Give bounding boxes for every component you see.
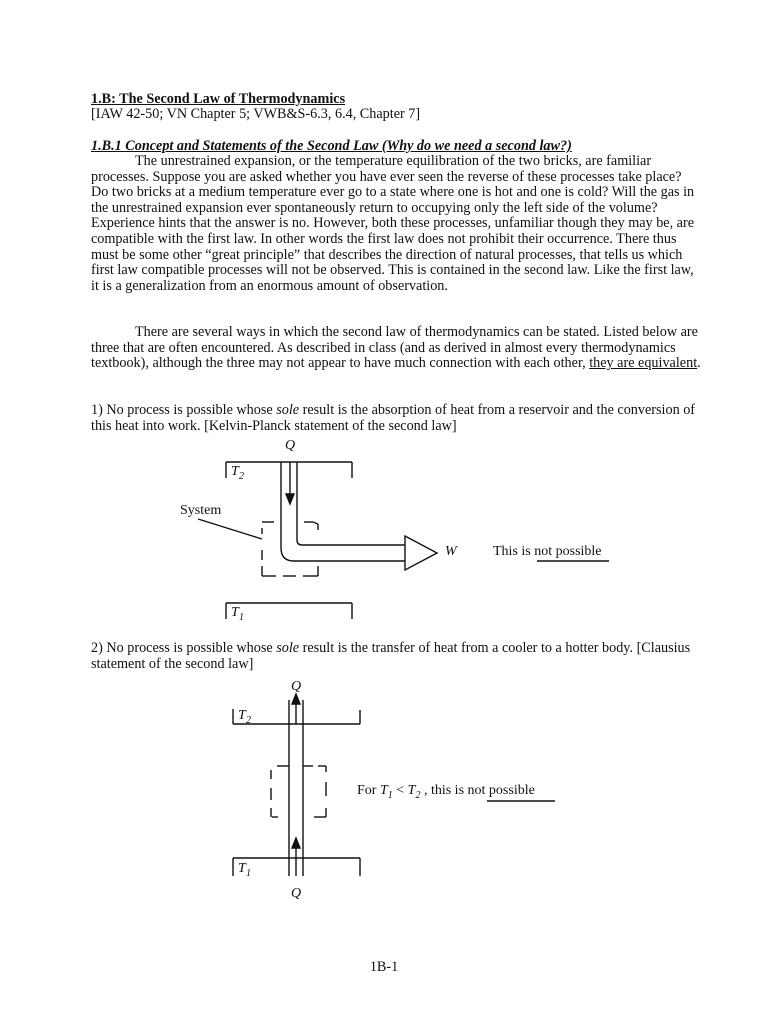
note-prefix: This is — [493, 544, 535, 559]
note-less-than: < — [392, 783, 408, 798]
q-label-top-2: Q — [291, 679, 302, 694]
equivalent-phrase: they are equivalent — [589, 355, 698, 372]
statement-text: 1) No process is possible whose — [91, 402, 277, 418]
statement-text-end: result is the absorption of heat from a reservoir and the conversion of this heat into work. [Kelvin-Planck statement of the second law] — [91, 402, 696, 434]
paragraph-statements-intro — [91, 325, 701, 372]
note-not-possible-2: not possible — [467, 783, 535, 798]
work-arrow-head — [405, 536, 437, 570]
q-label-top: Q — [285, 438, 296, 453]
clausius-statement — [91, 641, 701, 672]
page-number: 1B-1 — [369, 959, 399, 975]
q-up-arrow-head-top — [292, 694, 300, 704]
paragraph-text: There are several ways in which the second law of thermodynamics can be stated. Listed below are three that are often encountered. As described in class (and as derived in almost every thermodynamics textbook), although the three may not appear to have much connection with each other, — [91, 324, 698, 372]
note-t1-sub: 1 — [387, 790, 393, 801]
statement2-text: 2) No process is possible whose — [91, 640, 277, 656]
system-pointer-line — [198, 519, 262, 539]
statement-emphasis: sole — [276, 402, 300, 418]
system-label: System — [180, 503, 222, 518]
w-label: W — [445, 544, 457, 559]
t1b-label: T — [238, 861, 246, 876]
note-t2-sub: 2 — [415, 790, 421, 801]
t1-subscript: 1 — [239, 612, 244, 623]
section-title: 1.B.1 Concept and Statements of the Second Law (Why do we need a second law?) — [91, 138, 572, 154]
chapter-references: [IAW 42-50; VN Chapter 5; VWB&S-6.3, 6.4, Chapter 7] — [91, 106, 421, 122]
note-t2: T — [407, 783, 416, 798]
paragraph-end: . — [697, 355, 701, 372]
system-boundary-corner — [313, 522, 318, 524]
not-possible-note-1 — [493, 544, 602, 559]
q-up-arrow-head-bottom — [292, 838, 300, 848]
t2b-label: T — [238, 708, 246, 723]
clausius-note — [357, 783, 535, 801]
q-label-bottom: Q — [291, 886, 302, 901]
t1b-subscript: 1 — [246, 868, 251, 879]
q-arrow-head — [286, 494, 294, 504]
statement2-emphasis: sole — [276, 640, 300, 656]
t2b-subscript: 2 — [246, 715, 251, 726]
note-not-possible: not possible — [534, 544, 602, 559]
t2-subscript: 2 — [239, 471, 244, 482]
statement2-text-end: result is the transfer of heat from a cooler to a hotter body. [Clausius statement of the second law] — [91, 640, 691, 672]
note-mid: , this is — [420, 783, 468, 798]
work-path-outer — [281, 462, 405, 561]
t1-label: T — [231, 605, 239, 620]
kelvin-planck-statement — [91, 403, 701, 434]
note-t1: T — [379, 783, 388, 798]
note-for: For — [357, 783, 380, 798]
chapter-title: 1.B: The Second Law of Thermodynamics — [91, 91, 346, 107]
paragraph-intro: The unrestrained expansion, or the temperature equilibration of the two bricks, are familiar processes. Suppose you are asked whether you have ever seen the reverse of these processes take place? Do two bricks at a medium temperature ever go to a state where one is hot and one is cold? Will the gas in the unrestrained expansion ever spontaneously return to occupying only the left side of the volume? Experience hints that the answer is no. However, both these processes, unfamiliar though they may be, are compatible with the first law. In other words the first law does not prohibit their occurrence. There thus must be some other “great principle” that describes the direction of natural processes, that tells us which first law compatible processes will not be observed. This is contained in the second law. Like the first law, it is a generalization from an enormous amount of observation. — [91, 153, 695, 294]
t2-label: T — [231, 464, 239, 479]
work-path-inner — [297, 462, 405, 545]
